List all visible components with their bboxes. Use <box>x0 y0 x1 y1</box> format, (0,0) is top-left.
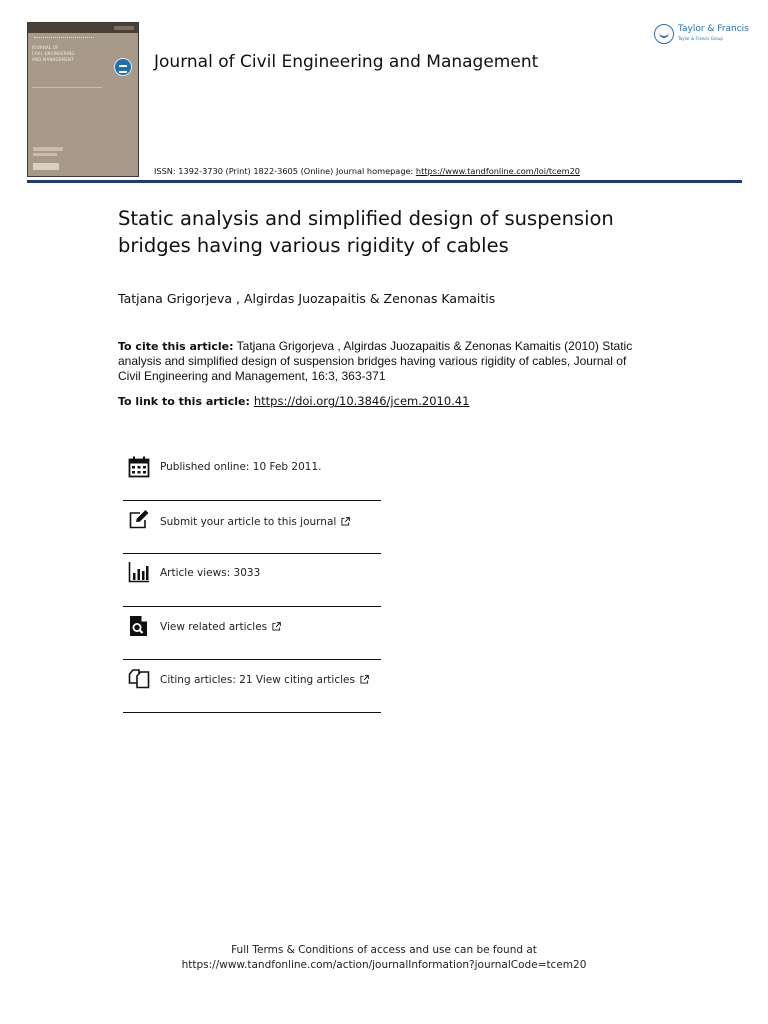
cover-line: JOURNAL OF <box>32 45 59 50</box>
cover-title-text <box>32 45 75 63</box>
cover-logo-icon <box>114 58 132 76</box>
issn-text: ISSN: 1392-3730 (Print) 1822-3605 (Online) Journal homepage: <box>154 166 416 176</box>
external-link-icon <box>272 622 281 631</box>
published-row <box>123 447 381 501</box>
related-label: View related articles <box>160 621 268 633</box>
cite-text: Tatjana Grigorjeva , Algirdas Juozapaitis & Zenonas Kamaitis (2010) Static analysis and simplified design of suspension bridges having various rigidity of cables, Journal of Civil Engineering and Management, 16:3, 363-371 <box>118 339 633 383</box>
publisher-logo-icon <box>654 24 674 44</box>
citing-label: Citing articles: 21 View citing articles <box>160 674 355 686</box>
link-label: To link to this article: <box>118 395 250 408</box>
submit-label: Submit your article to this journal <box>160 516 337 528</box>
publisher-group: Taylor & Francis Group <box>678 36 723 41</box>
external-link-icon <box>360 675 369 684</box>
article-link-line <box>118 394 469 408</box>
submit-row[interactable] <box>123 500 381 554</box>
calendar-icon <box>128 456 150 478</box>
doi-link[interactable]: https://doi.org/10.3846/jcem.2010.41 <box>253 394 470 408</box>
publisher-name: Taylor & Francis <box>678 24 749 34</box>
cover-line: AND MANAGEMENT <box>32 57 74 62</box>
edit-icon <box>128 509 150 531</box>
cite-label: To cite this article: <box>118 340 234 353</box>
search-document-icon <box>128 615 150 637</box>
citing-row[interactable] <box>123 659 381 713</box>
related-row[interactable] <box>123 606 381 660</box>
article-views: Article views: 3033 <box>160 567 261 579</box>
header-divider <box>27 180 742 183</box>
views-row <box>123 553 381 607</box>
article-authors: Tatjana Grigorjeva , Algirdas Juozapaitis & Zenonas Kamaitis <box>118 291 496 306</box>
cover-top-bar <box>28 23 138 33</box>
citation-icon <box>128 667 150 689</box>
published-date: Published online: 10 Feb 2011. <box>160 461 322 473</box>
cover-line: CIVIL ENGINEERING <box>32 51 75 56</box>
footer-line: Full Terms & Conditions of access and use can be found at <box>231 944 537 956</box>
journal-title: Journal of Civil Engineering and Management <box>154 52 539 72</box>
submit-article-link[interactable] <box>160 516 350 528</box>
citation-block <box>118 339 638 384</box>
footer-terms-link[interactable]: https://www.tandfonline.com/action/journalInformation?journalCode=tcem20 <box>181 959 587 971</box>
journal-homepage-link[interactable]: https://www.tandfonline.com/loi/tcem20 <box>415 166 580 176</box>
footer-terms <box>0 943 768 973</box>
view-related-link[interactable] <box>160 621 281 633</box>
bar-chart-icon <box>128 561 150 583</box>
external-link-icon <box>341 517 350 526</box>
issn-line <box>154 166 580 176</box>
journal-cover-image <box>27 22 139 177</box>
article-title: Static analysis and simplified design of suspension bridges having various rigidity of cables <box>118 207 614 257</box>
citing-articles-link[interactable] <box>160 674 369 686</box>
